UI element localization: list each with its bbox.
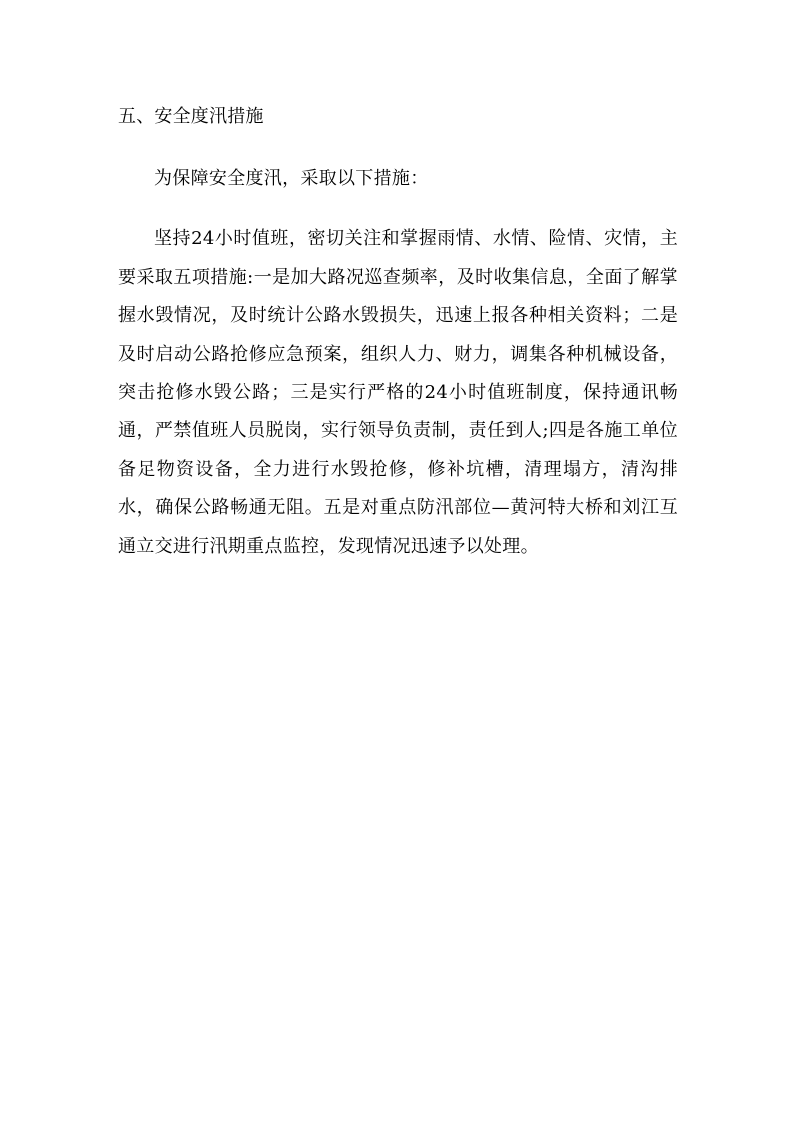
intro-paragraph: 为保障安全度汛，采取以下措施： [154,168,429,189]
body-paragraph: 坚持24小时值班，密切关注和掌握雨情、水情、险情、灾情，主要采取五项措施:一是加大路况巡查频率，及时收集信息，全面了解掌握水毁情况，及时统计公路水毁损失，迅速上报各种相关资料；二是及时启动公路抢修应急预案，组织人力、财力，调集各种机械设备，突击抢修水毁公路；三是实行严格的24小时值班制度，保持通讯畅通，严禁值班人员脱岗，实行领导负责制，责任到人;四是各施工单位备足物资设备，全力进行水毁抢修，修补坑槽，清理塌方，清沟排水，确保公路畅通无阻。五是对重点防汛部位—黄河特大桥和刘江互通立交进行汛期重点监控，发现情况迅速予以处理。 [118,228,678,557]
section-heading: 五、安全度汛措施 [118,106,264,127]
document-content [118,100,678,566]
